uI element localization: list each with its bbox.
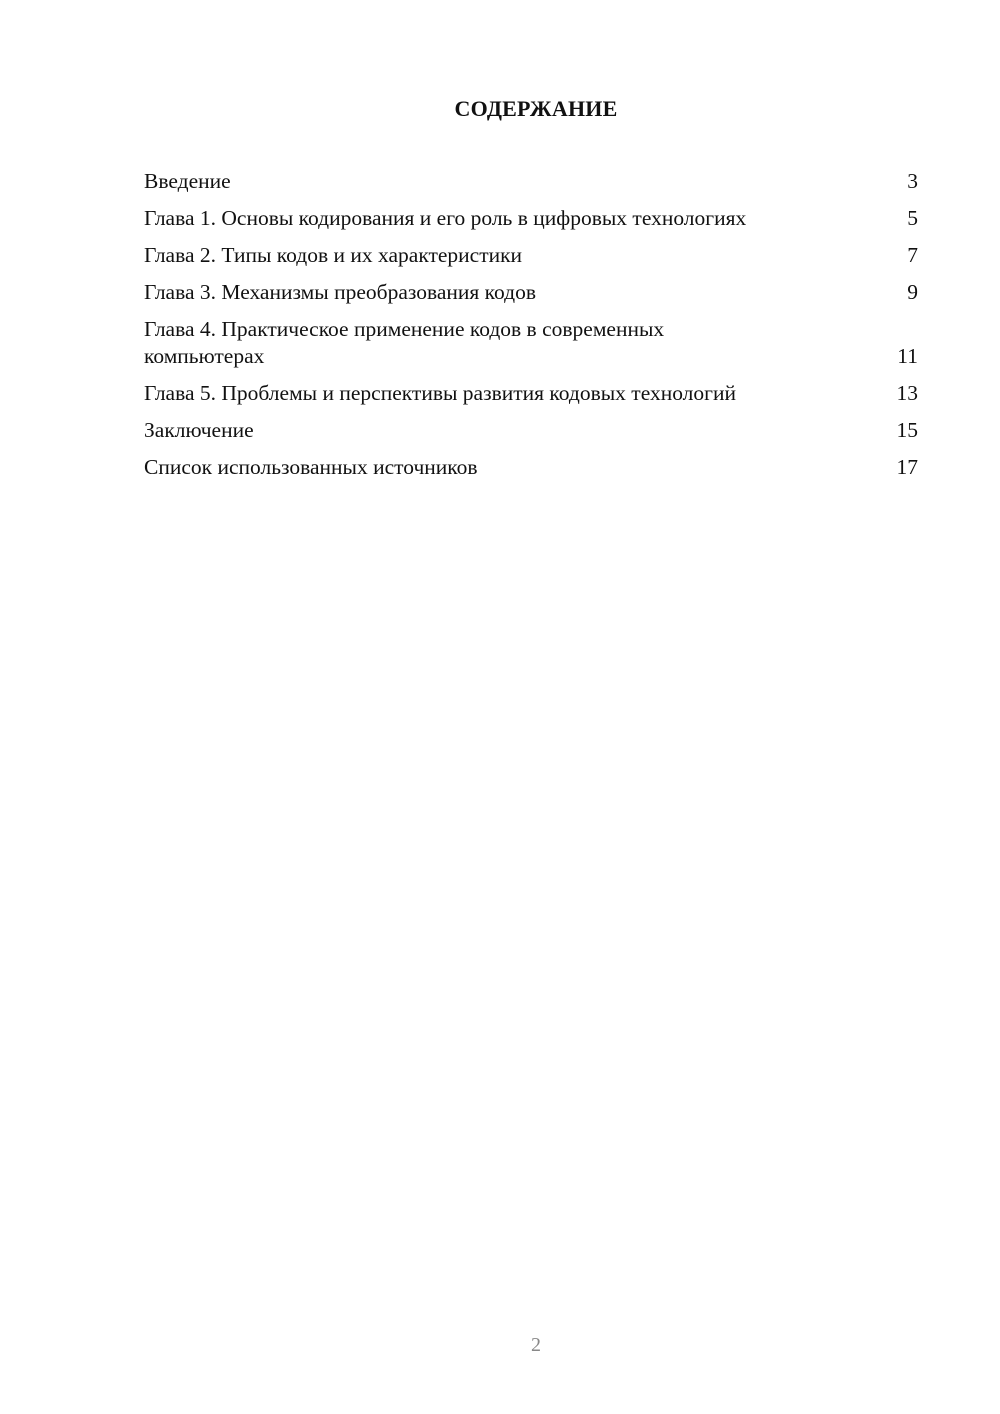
- toc-entry-label: Глава 3. Механизмы преобразования кодов: [144, 280, 537, 304]
- toc-entry-label: Список использованных источников: [144, 455, 478, 479]
- toc-entry-chapter-2[interactable]: [144, 242, 918, 269]
- toc-entry-label: Глава 4. Практическое применение кодов в современных компьютерах: [144, 317, 665, 368]
- toc-entry-conclusion[interactable]: [144, 417, 918, 444]
- toc-title: СОДЕРЖАНИЕ: [454, 96, 618, 121]
- toc-entry-page: 9: [907, 280, 918, 304]
- toc-entry-label: Введение: [144, 169, 231, 193]
- table-of-contents: [144, 168, 918, 491]
- toc-entry-page: 17: [896, 455, 918, 479]
- toc-entry-page: 15: [896, 418, 918, 442]
- toc-entry-introduction[interactable]: [144, 168, 918, 195]
- toc-entry-label: Глава 1. Основы кодирования и его роль в цифровых технологиях: [144, 206, 747, 230]
- toc-entry-chapter-5[interactable]: [144, 380, 918, 407]
- toc-entry-chapter-1[interactable]: [144, 205, 918, 232]
- toc-entry-page: 13: [896, 381, 918, 405]
- toc-entry-label: Глава 2. Типы кодов и их характеристики: [144, 243, 523, 267]
- toc-entry-page: 7: [907, 243, 918, 267]
- toc-entry-page: 5: [907, 206, 918, 230]
- toc-entry-references[interactable]: [144, 454, 918, 481]
- toc-entry-page: 3: [907, 169, 918, 193]
- page-number: 2: [531, 1334, 541, 1356]
- toc-entry-label: Заключение: [144, 418, 254, 442]
- toc-entry-chapter-3[interactable]: [144, 279, 918, 306]
- toc-entry-page: 11: [897, 344, 918, 368]
- toc-entry-chapter-4[interactable]: [144, 316, 918, 370]
- toc-entry-label: Глава 5. Проблемы и перспективы развития кодовых технологий: [144, 381, 736, 405]
